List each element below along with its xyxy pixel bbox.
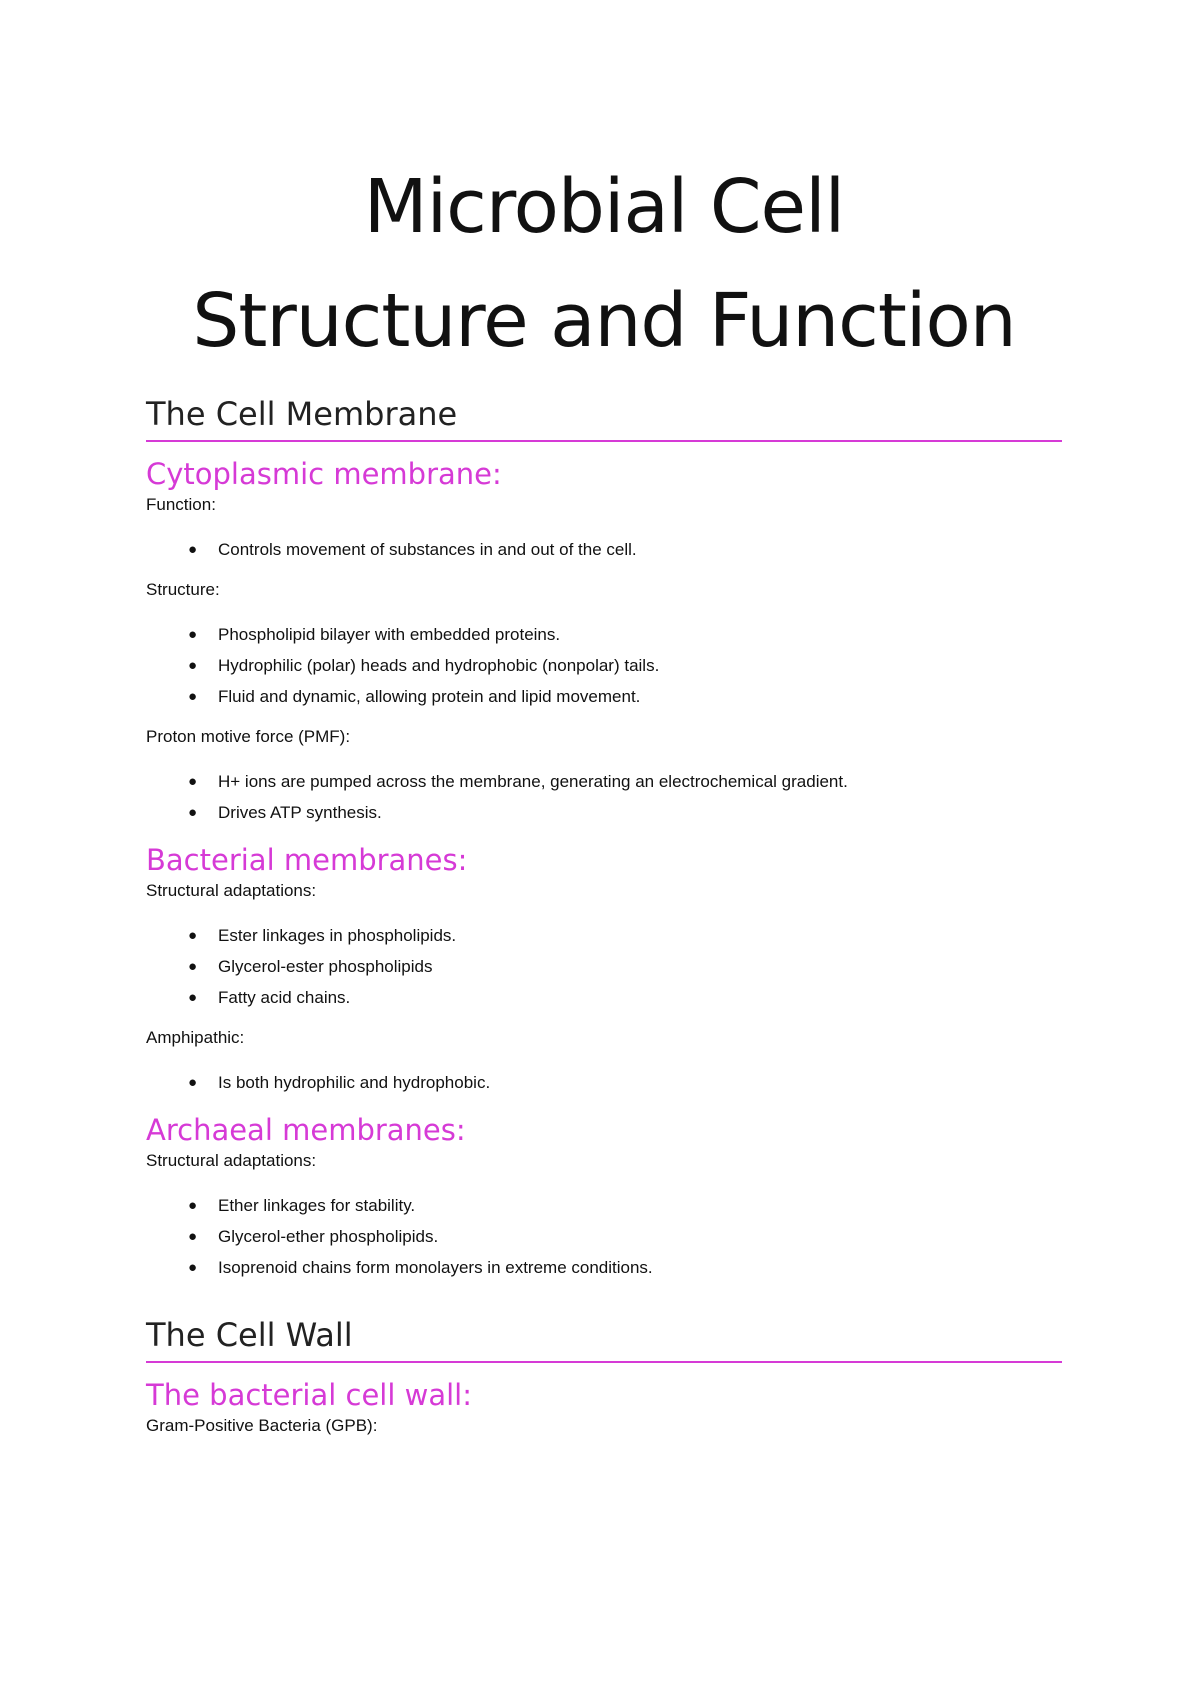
section-heading-cell-wall: The Cell Wall xyxy=(146,1315,1062,1363)
section-heading-cell-membrane: The Cell Membrane xyxy=(146,394,1062,442)
group-label-archaeal-adaptations: Structural adaptations: xyxy=(146,1151,317,1170)
list-item: ● Ether linkages for stability. xyxy=(218,1190,1062,1221)
bullet-dot-icon: ● xyxy=(188,626,198,643)
bullet-dot-icon: ● xyxy=(188,1074,198,1091)
bullet-dot-icon: ● xyxy=(188,1259,198,1276)
group-label-structural-adaptations: Structural adaptations: xyxy=(146,881,317,900)
subsection-heading-archaeal-membranes: Archaeal membranes: xyxy=(146,1113,466,1147)
list-item: ● Controls movement of substances in and out of the cell. xyxy=(218,534,1062,565)
bullet-dot-icon: ● xyxy=(188,1197,198,1214)
bullet-list-structure xyxy=(146,619,1062,712)
group-label-function: Function: xyxy=(146,495,216,514)
list-item: ● Ester linkages in phospholipids. xyxy=(218,920,1062,951)
list-item: ● Glycerol-ester phospholipids xyxy=(218,951,1062,982)
bullet-dot-icon: ● xyxy=(188,958,198,975)
bullet-dot-icon: ● xyxy=(188,541,198,558)
bullet-list-amphipathic xyxy=(146,1067,1062,1098)
bullet-dot-icon: ● xyxy=(188,804,198,821)
document-page xyxy=(146,150,1062,1439)
bullet-list-pmf xyxy=(146,766,1062,828)
group-label-pmf: Proton motive force (PMF): xyxy=(146,727,351,746)
list-item: ● Hydrophilic (polar) heads and hydrophobic (nonpolar) tails. xyxy=(218,650,1062,681)
group-label-structure: Structure: xyxy=(146,580,220,599)
subsection-heading-bacterial-membranes: Bacterial membranes: xyxy=(146,843,468,877)
bullet-list-function xyxy=(146,534,1062,565)
bullet-dot-icon: ● xyxy=(188,927,198,944)
list-item: ● Fluid and dynamic, allowing protein and lipid movement. xyxy=(218,681,1062,712)
list-item: ● Fatty acid chains. xyxy=(218,982,1062,1013)
bullet-dot-icon: ● xyxy=(188,657,198,674)
bullet-list-archaeal-adaptations xyxy=(146,1190,1062,1283)
list-item: ● H+ ions are pumped across the membrane, generating an electrochemical gradient. xyxy=(218,766,1062,797)
bullet-dot-icon: ● xyxy=(188,1228,198,1245)
bullet-dot-icon: ● xyxy=(188,688,198,705)
group-label-amphipathic: Amphipathic: xyxy=(146,1028,245,1047)
subsection-heading-bacterial-cell-wall: The bacterial cell wall: xyxy=(146,1378,473,1412)
bullet-dot-icon: ● xyxy=(188,989,198,1006)
list-item: ● Drives ATP synthesis. xyxy=(218,797,1062,828)
group-label-gram-positive: Gram-Positive Bacteria (GPB): xyxy=(146,1416,378,1435)
list-item: ● Is both hydrophilic and hydrophobic. xyxy=(218,1067,1062,1098)
bullet-dot-icon: ● xyxy=(188,773,198,790)
list-item: ● Isoprenoid chains form monolayers in extreme conditions. xyxy=(218,1252,1062,1283)
subsection-heading-cytoplasmic-membrane: Cytoplasmic membrane: xyxy=(146,457,502,491)
list-item: ● Glycerol-ether phospholipids. xyxy=(218,1221,1062,1252)
title-line-1: Microbial Cell xyxy=(363,164,845,250)
list-item: ● Phospholipid bilayer with embedded proteins. xyxy=(218,619,1062,650)
document-title xyxy=(146,150,1062,378)
bullet-list-bacterial-adaptations xyxy=(146,920,1062,1013)
title-line-2: Structure and Function xyxy=(192,278,1016,364)
